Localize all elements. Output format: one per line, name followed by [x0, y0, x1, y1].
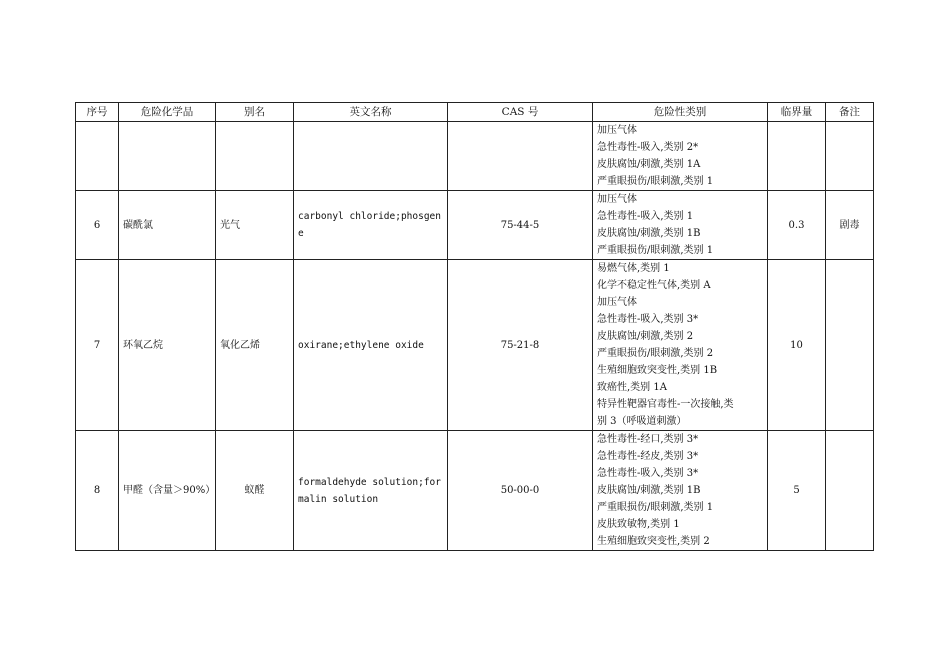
row-english-name: oxirane;ethylene oxide	[294, 260, 448, 431]
hazard-line: 急性毒性-经口,类别 3*	[597, 434, 699, 445]
row-english-name	[294, 122, 448, 191]
table-row	[76, 431, 874, 551]
row-english-name: carbonyl chloride;phosgene	[294, 191, 448, 260]
row-cas: 75-44-5	[448, 191, 593, 260]
row-no	[76, 122, 119, 191]
hazard-line: 生殖细胞致突变性,类别 2	[597, 536, 710, 547]
hazard-line: 加压气体	[597, 125, 637, 136]
row-no: 6	[76, 191, 119, 260]
row-alias: 光气	[216, 191, 294, 260]
row-hazards	[593, 122, 768, 191]
row-no: 8	[76, 431, 119, 551]
hazard-line: 皮肤腐蚀/刺激,类别 1A	[597, 159, 701, 170]
header-threshold: 临界量	[768, 103, 826, 122]
row-no: 7	[76, 260, 119, 431]
hazard-line: 皮肤腐蚀/刺激,类别 1B	[597, 485, 701, 496]
table-row	[76, 122, 874, 191]
row-threshold: 5	[768, 431, 826, 551]
header-note: 备注	[826, 103, 874, 122]
header-alias: 别名	[216, 103, 294, 122]
table-header-row	[76, 103, 874, 122]
hazard-line: 特异性靶器官毒性-一次接触,类	[597, 399, 734, 410]
row-hazards	[593, 260, 768, 431]
hazard-line: 化学不稳定性气体,类别 A	[597, 280, 711, 291]
table-row	[76, 260, 874, 431]
hazard-line: 加压气体	[597, 297, 637, 308]
row-note: 剧毒	[826, 191, 874, 260]
hazard-line: 急性毒性-经皮,类别 3*	[597, 451, 699, 462]
hazard-line: 皮肤腐蚀/刺激,类别 2	[597, 331, 694, 342]
row-alias: 氧化乙烯	[216, 260, 294, 431]
hazard-line: 严重眼损伤/眼刺激,类别 1	[597, 502, 714, 513]
hazard-line: 生殖细胞致突变性,类别 1B	[597, 365, 718, 376]
hazard-line: 急性毒性-吸入,类别 3*	[597, 314, 699, 325]
hazard-line: 致癌性,类别 1A	[597, 382, 667, 393]
row-chemical: 碳酰氯	[119, 191, 216, 260]
row-hazards	[593, 431, 768, 551]
hazardous-chemicals-table	[75, 102, 874, 551]
row-chemical	[119, 122, 216, 191]
hazard-line: 加压气体	[597, 194, 637, 205]
hazard-line: 急性毒性-吸入,类别 3*	[597, 468, 699, 479]
header-english-name: 英文名称	[294, 103, 448, 122]
row-cas: 50-00-0	[448, 431, 593, 551]
row-english-name: formaldehyde solution;formalin solution	[294, 431, 448, 551]
hazard-line: 皮肤致敏物,类别 1	[597, 519, 680, 530]
header-chemical: 危险化学品	[119, 103, 216, 122]
row-threshold	[768, 122, 826, 191]
header-no: 序号	[76, 103, 119, 122]
hazard-line: 严重眼损伤/眼刺激,类别 2	[597, 348, 714, 359]
row-alias: 蚁醛	[216, 431, 294, 551]
hazard-line: 严重眼损伤/眼刺激,类别 1	[597, 245, 714, 256]
hazard-line: 急性毒性-吸入,类别 2*	[597, 142, 699, 153]
row-cas: 75-21-8	[448, 260, 593, 431]
hazard-line: 皮肤腐蚀/刺激,类别 1B	[597, 228, 701, 239]
hazard-line: 严重眼损伤/眼刺激,类别 1	[597, 176, 714, 187]
row-note	[826, 122, 874, 191]
header-cas: CAS 号	[448, 103, 593, 122]
hazard-line: 别 3（呼吸道刺激）	[597, 416, 687, 427]
row-hazards	[593, 191, 768, 260]
row-threshold: 0.3	[768, 191, 826, 260]
row-note	[826, 431, 874, 551]
header-hazard-class: 危险性类别	[593, 103, 768, 122]
row-chemical: 环氧乙烷	[119, 260, 216, 431]
hazard-line: 急性毒性-吸入,类别 1	[597, 211, 694, 222]
row-chemical: 甲醛（含量＞90%）	[119, 431, 216, 551]
hazard-line: 易燃气体,类别 1	[597, 263, 670, 274]
row-note	[826, 260, 874, 431]
table-row	[76, 191, 874, 260]
row-threshold: 10	[768, 260, 826, 431]
row-cas	[448, 122, 593, 191]
row-alias	[216, 122, 294, 191]
